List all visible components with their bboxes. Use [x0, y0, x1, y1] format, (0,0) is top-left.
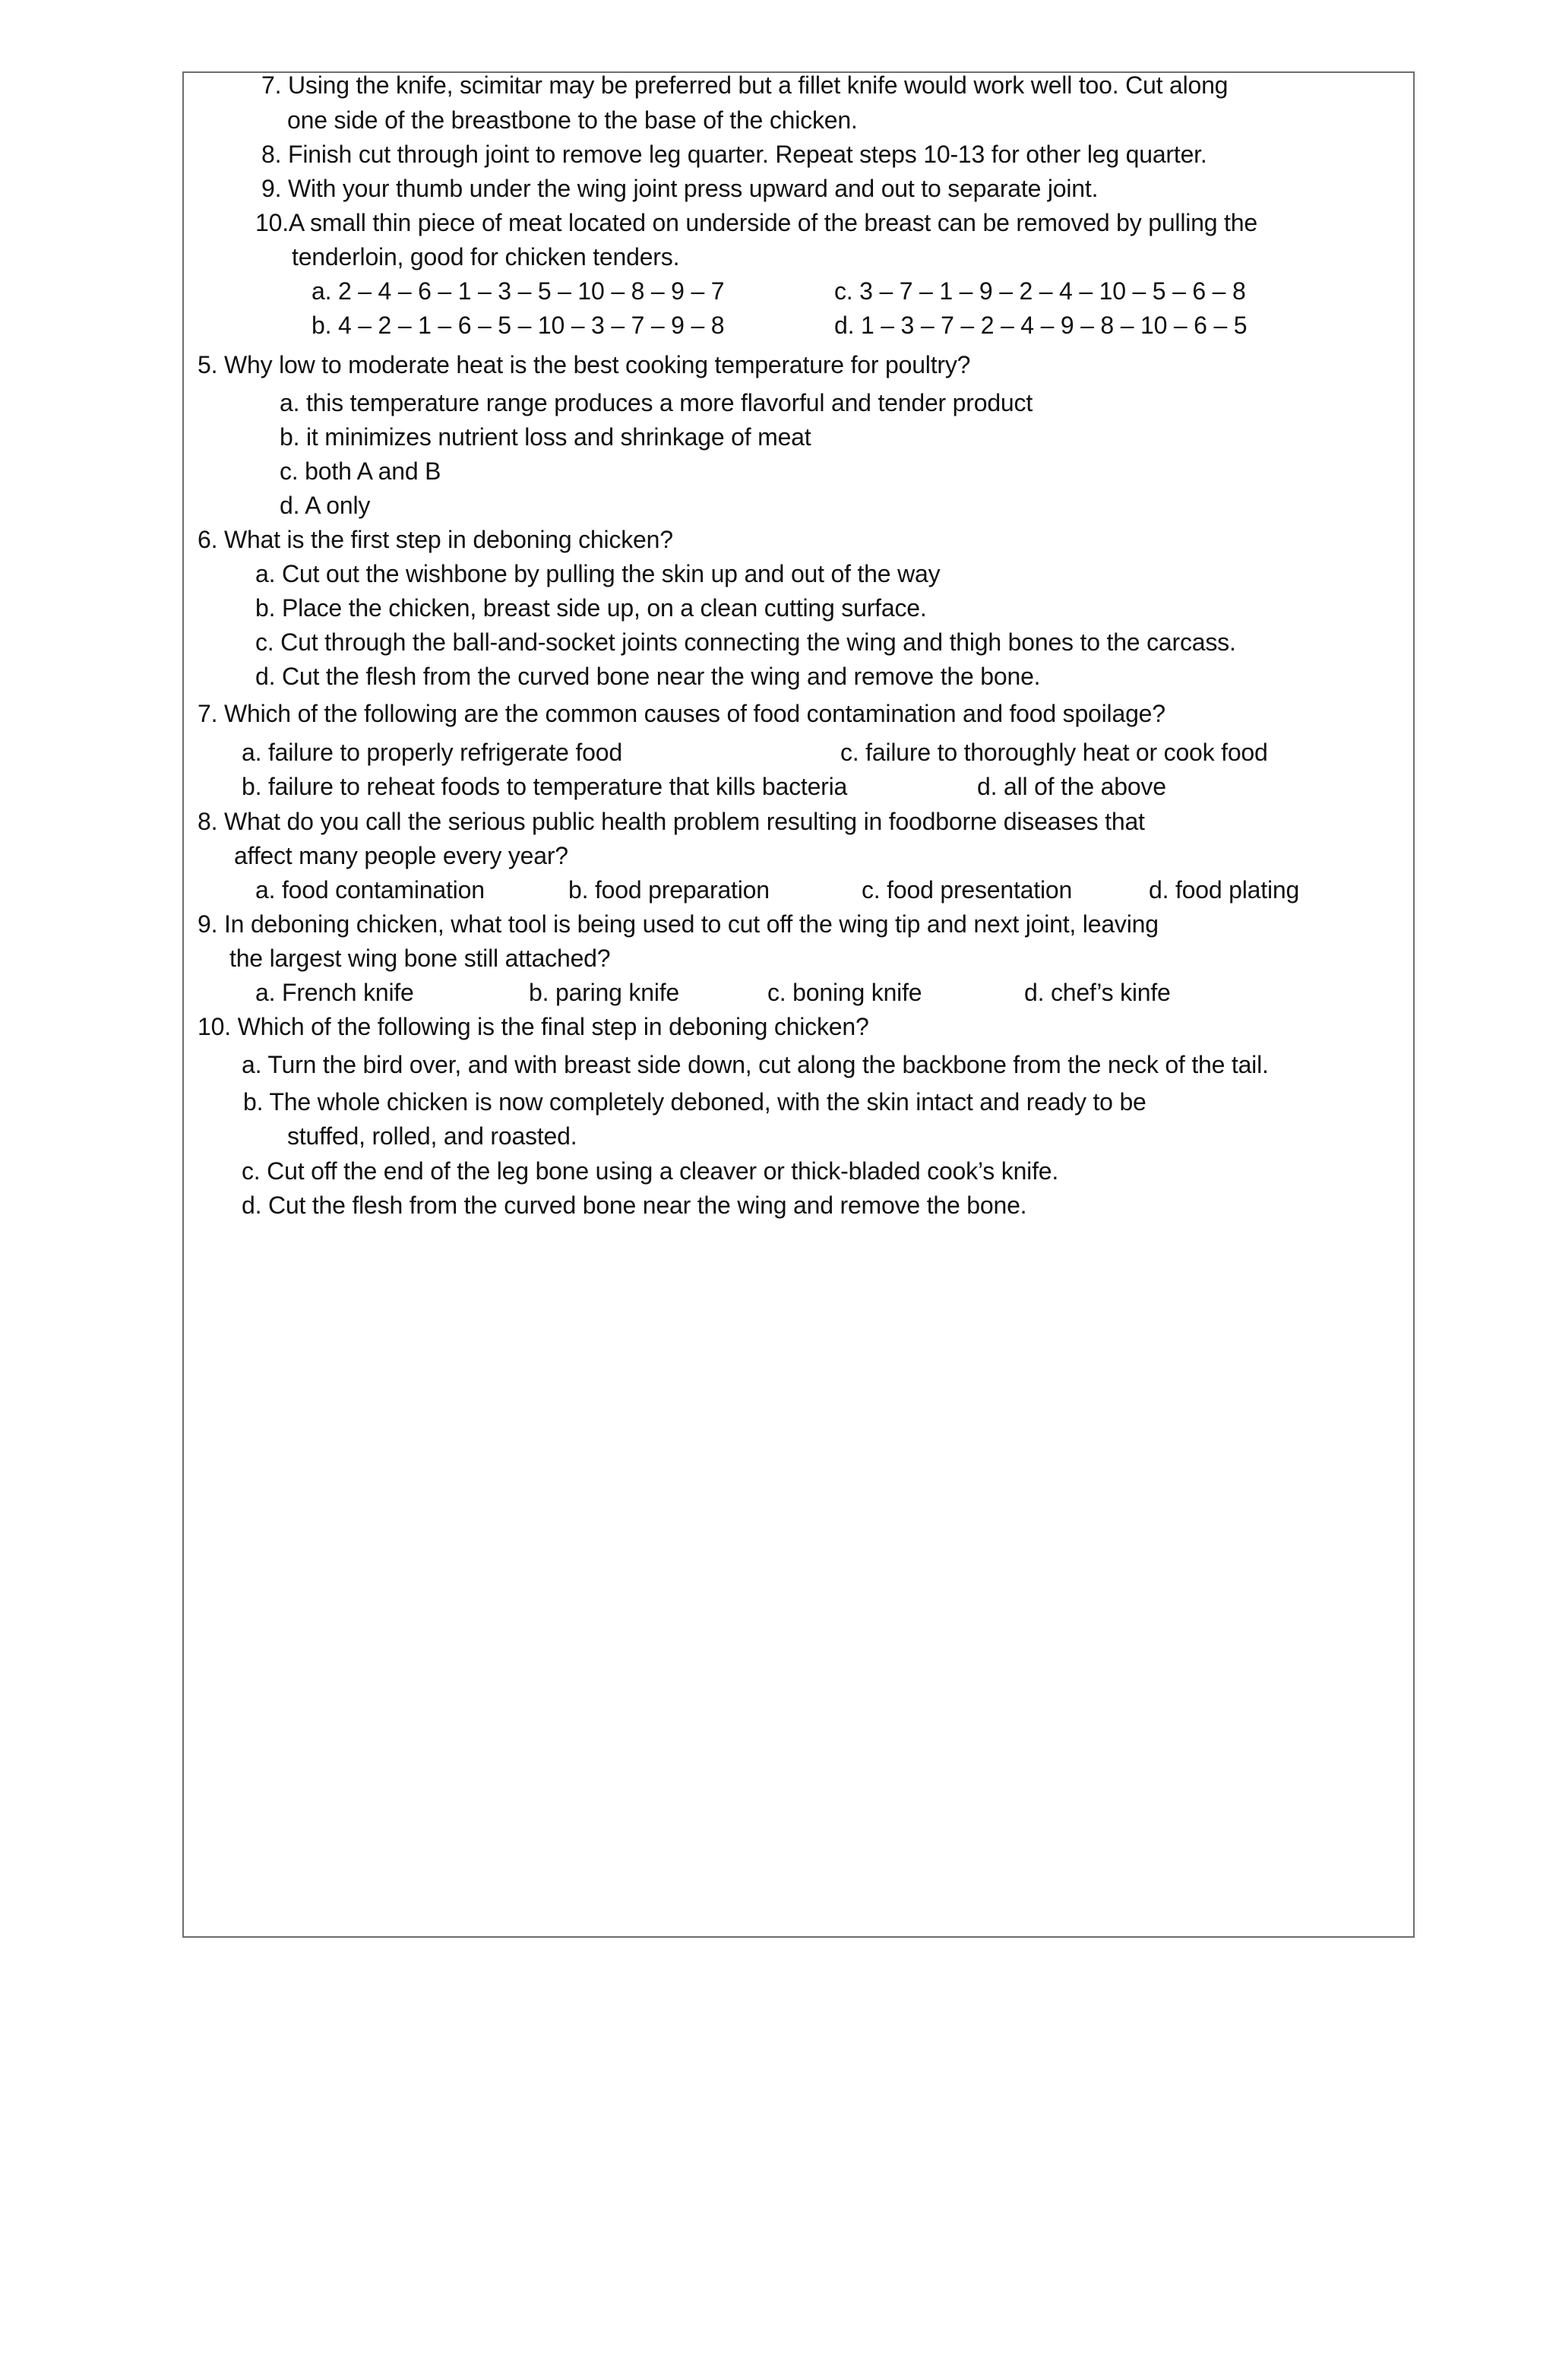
- question-text-line-1: 9. In deboning chicken, what tool is being used to cut off the wing tip and next joint, leaving: [198, 910, 1159, 938]
- choice-d: d. 1 – 3 – 7 – 2 – 4 – 9 – 8 – 10 – 6 – 5: [834, 312, 1248, 339]
- step-10-line-1: 10.A small thin piece of meat located on underside of the breast can be removed by pulling the: [255, 209, 1257, 236]
- question-text: 5. Why low to moderate heat is the best cooking temperature for poultry?: [198, 351, 971, 378]
- question-text: 7. Which of the following are the common causes of food contamination and food spoilage?: [198, 700, 1165, 727]
- choice-c: c. failure to thoroughly heat or cook food: [840, 739, 1268, 766]
- question-text-line-1: 8. What do you call the serious public health problem resulting in foodborne diseases that: [198, 808, 1145, 835]
- choice-c: c. Cut off the end of the leg bone using a cleaver or thick-bladed cook’s knife.: [242, 1157, 1059, 1185]
- choice-d: d. Cut the flesh from the curved bone near the wing and remove the bone.: [255, 663, 1041, 690]
- choice-b: b. failure to reheat foods to temperature that kills bacteria: [242, 773, 848, 800]
- choice-d: d. chef’s kinfe: [1024, 979, 1171, 1006]
- choice-a: a. Turn the bird over, and with breast side down, cut along the backbone from the neck of the tail.: [242, 1051, 1269, 1078]
- choice-b-line-2: stuffed, rolled, and roasted.: [287, 1122, 577, 1150]
- step-9: 9. With your thumb under the wing joint press upward and out to separate joint.: [261, 175, 1099, 202]
- choice-b: b. Place the chicken, breast side up, on a clean cutting surface.: [255, 594, 927, 622]
- choice-b-line-1: b. The whole chicken is now completely deboned, with the skin intact and ready to be: [243, 1088, 1146, 1116]
- choice-c: c. 3 – 7 – 1 – 9 – 2 – 4 – 10 – 5 – 6 – 8: [834, 277, 1246, 305]
- choice-d: d. all of the above: [977, 773, 1166, 800]
- step-7-line-1: 7. Using the knife, scimitar may be preferred but a fillet knife would work well too. Cut along: [261, 71, 1229, 99]
- choice-a: a. food contamination: [255, 876, 485, 904]
- choice-c: c. boning knife: [767, 979, 922, 1006]
- choice-d: d. Cut the flesh from the curved bone near the wing and remove the bone.: [242, 1192, 1027, 1219]
- step-7-line-2: one side of the breastbone to the base of the chicken.: [287, 106, 858, 134]
- choice-a: a. failure to properly refrigerate food: [242, 739, 622, 766]
- choice-c: c. both A and B: [280, 457, 441, 485]
- choice-b: b. paring knife: [529, 979, 680, 1006]
- choice-a: a. French knife: [255, 979, 414, 1006]
- choice-b: b. it minimizes nutrient loss and shrinkage of meat: [280, 423, 811, 451]
- choice-b: b. food preparation: [568, 876, 770, 904]
- question-text-line-2: the largest wing bone still attached?: [229, 945, 611, 972]
- choice-d: d. A only: [280, 492, 371, 519]
- choice-d: d. food plating: [1149, 876, 1300, 904]
- choice-a: a. Cut out the wishbone by pulling the skin up and out of the way: [255, 560, 941, 587]
- choice-b: b. 4 – 2 – 1 – 6 – 5 – 10 – 3 – 7 – 9 – 8: [312, 312, 725, 339]
- choice-c: c. Cut through the ball-and-socket joints connecting the wing and thigh bones to the carcass.: [255, 628, 1236, 656]
- choice-c: c. food presentation: [862, 876, 1073, 904]
- question-text: 10. Which of the following is the final step in deboning chicken?: [198, 1013, 869, 1040]
- question-text-line-2: affect many people every year?: [234, 842, 568, 869]
- choice-a: a. 2 – 4 – 6 – 1 – 3 – 5 – 10 – 8 – 9 – 7: [312, 277, 725, 305]
- step-8: 8. Finish cut through joint to remove leg quarter. Repeat steps 10-13 for other leg quarter.: [261, 141, 1207, 168]
- choice-a: a. this temperature range produces a more flavorful and tender product: [280, 389, 1033, 416]
- question-text: 6. What is the first step in deboning chicken?: [198, 526, 673, 553]
- step-10-line-2: tenderloin, good for chicken tenders.: [292, 243, 680, 271]
